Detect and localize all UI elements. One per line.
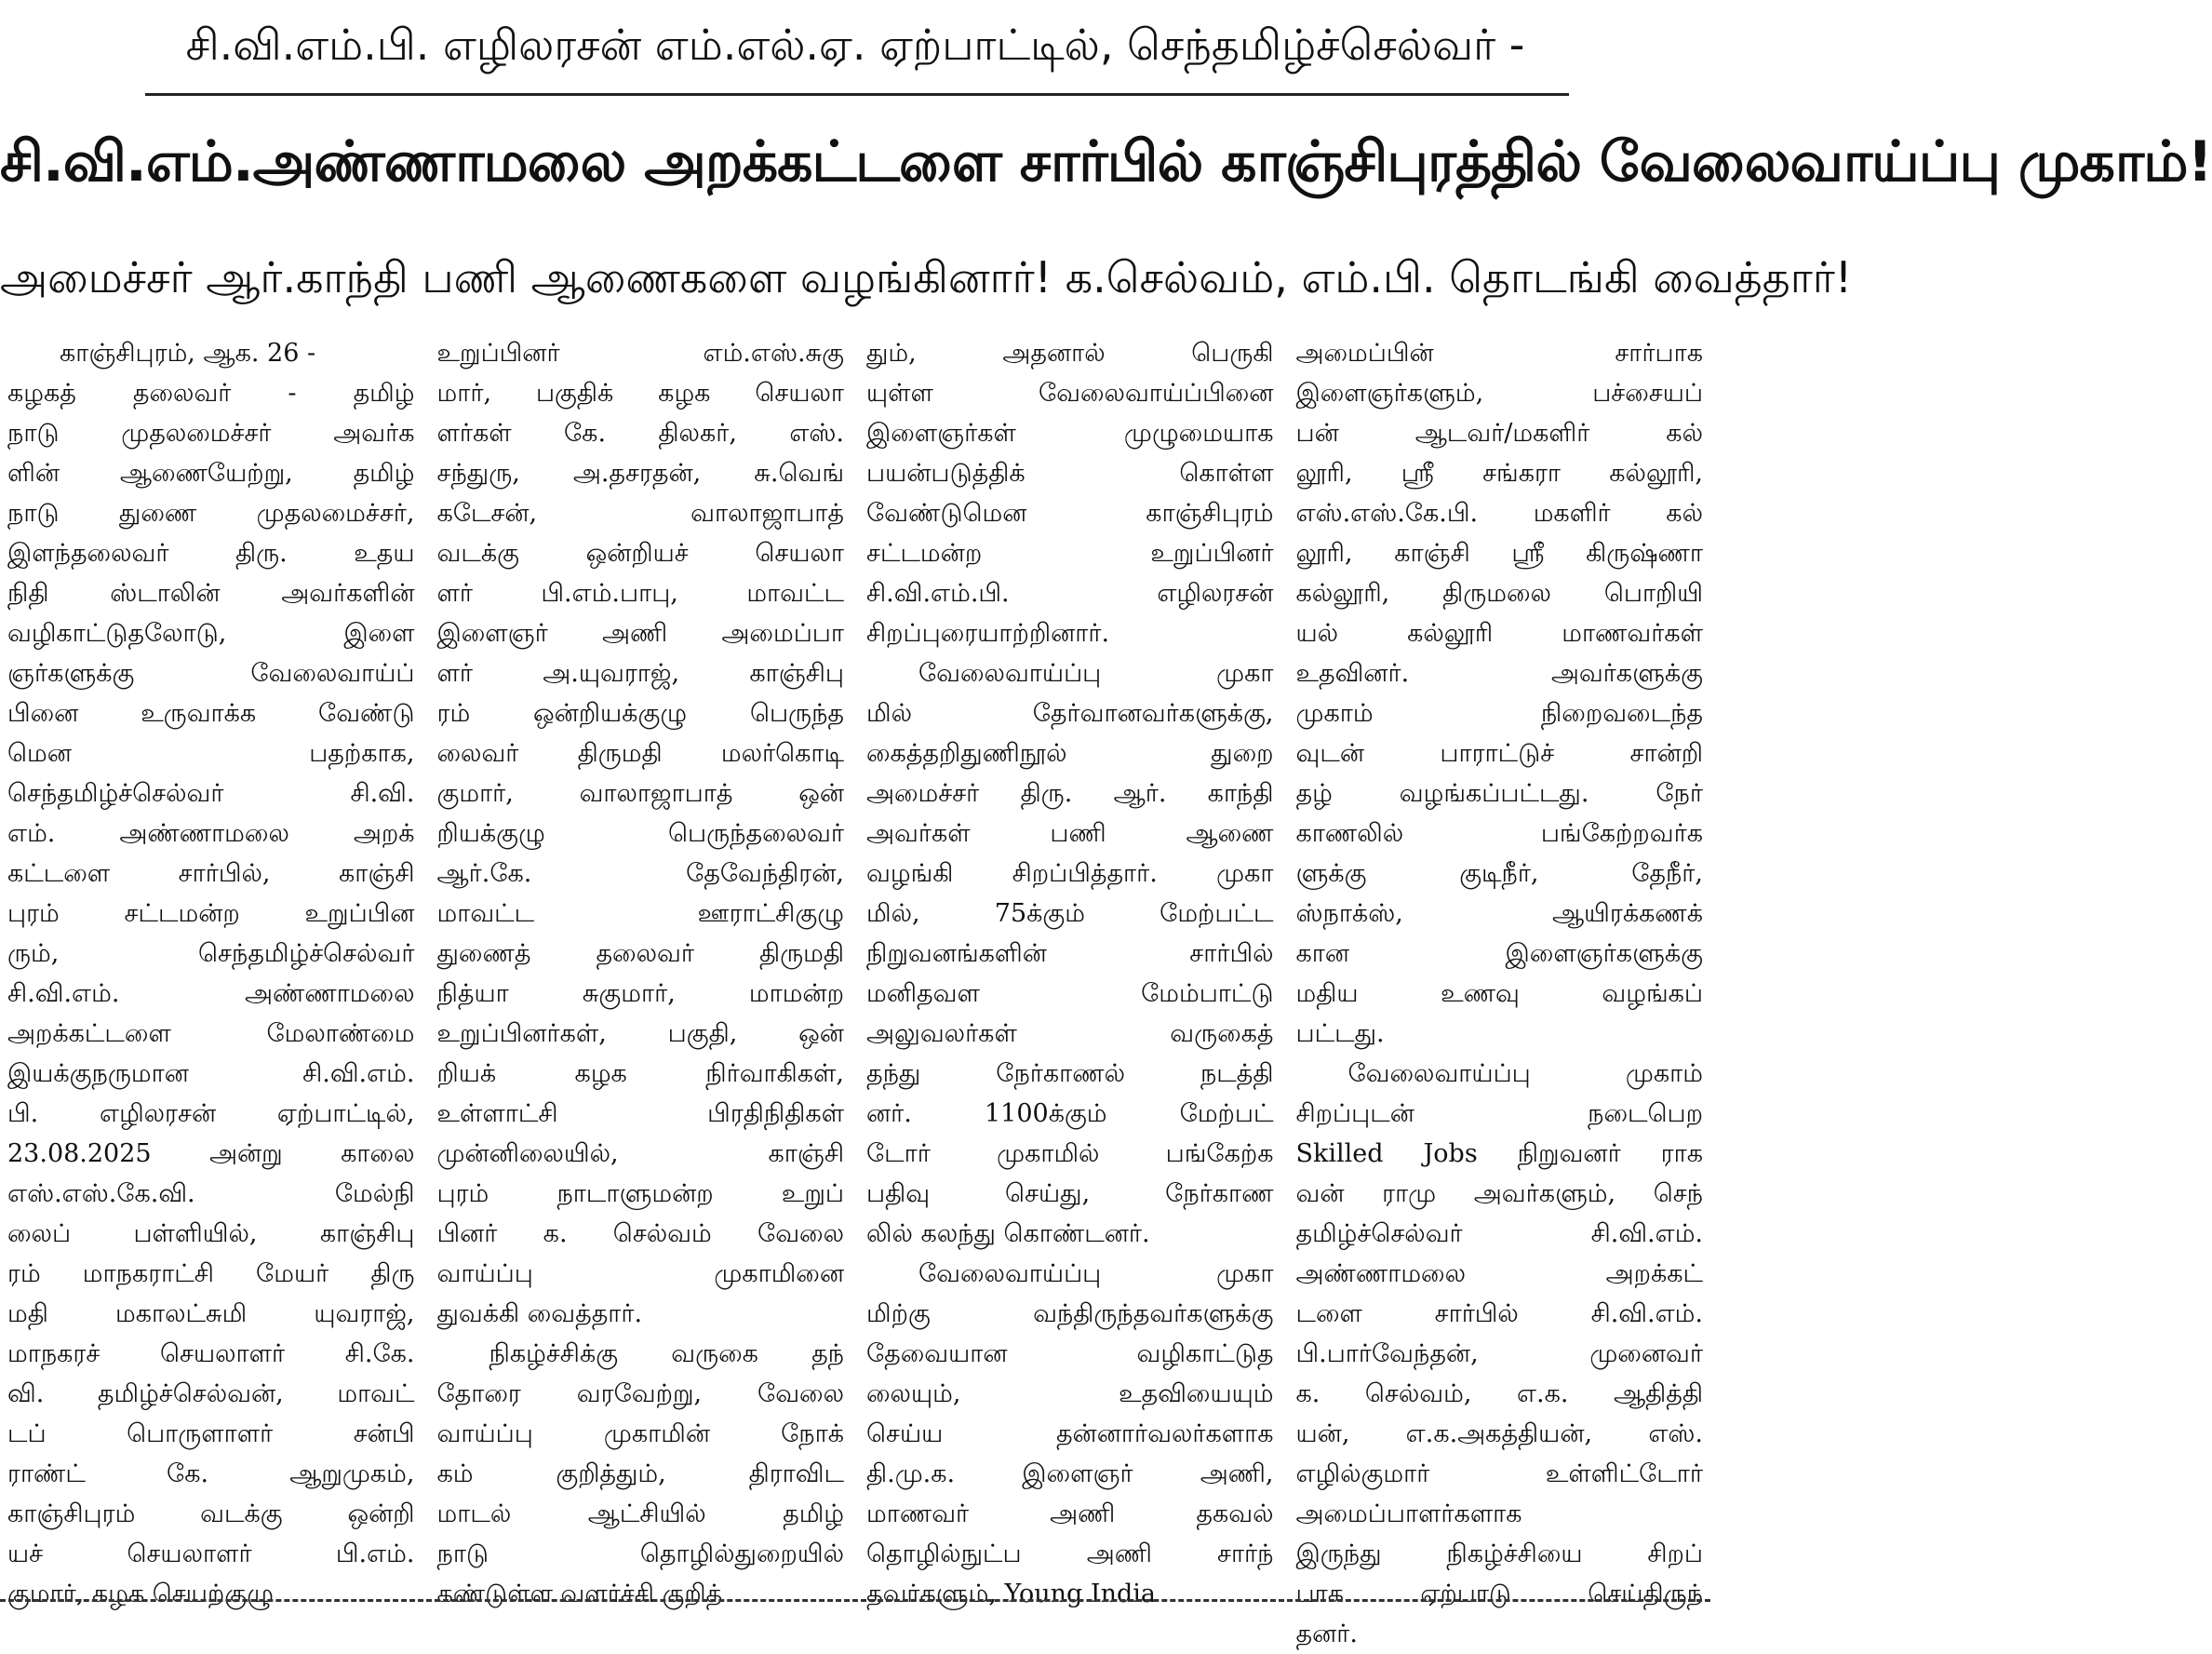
text-line: அவர்கள் பணி ஆணை (866, 819, 1274, 848)
text-line: சிறப்புடன் நடைபெற (1295, 1099, 1703, 1128)
text-line: புரம் சட்டமன்ற உறுப்பின (7, 899, 415, 928)
text-line: பயன்படுத்திக் கொள்ள (866, 459, 1274, 488)
column-4 (1295, 333, 1704, 1648)
text-line: அமைச்சர் திரு. ஆர். காந்தி (866, 779, 1274, 808)
text-line: நித்யா சுகுமார், மாமன்ற (436, 979, 844, 1008)
text-line: வேண்டுமென காஞ்சிபுரம் (866, 499, 1274, 528)
text-line: யல் கல்லூரி மாணவர்கள் (1295, 619, 1703, 648)
text-line: செந்தமிழ்ச்செல்வர் சி.வி. (7, 779, 415, 808)
text-line: தழ் வழங்கப்பட்டது. நேர் (1295, 779, 1703, 808)
text-line: 23.08.2025 அன்று காலை (7, 1139, 415, 1168)
text-line: கம் குறித்தும், திராவிட (436, 1459, 844, 1488)
text-line: லில் கலந்து கொண்டனர். (866, 1219, 1150, 1248)
text-line: எம். அண்ணாமலை அறக் (7, 819, 415, 848)
text-line: ஆர்.கே. தேவேந்திரன், (436, 859, 844, 888)
text-line: குமார், கழக செயற்குழு (7, 1580, 274, 1608)
text-line: இயக்குநருமான சி.வி.எம். (7, 1059, 415, 1088)
text-line: மதி மகாலட்சுமி யுவராஜ், (7, 1299, 415, 1328)
text-line: இளைஞர் அணி அமைப்பா (436, 619, 844, 648)
text-line: உள்ளாட்சி பிரதிநிதிகள் (436, 1099, 844, 1128)
text-line: காணலில் பங்கேற்றவர்க (1295, 819, 1703, 848)
text-line: நிகழ்ச்சிக்கு வருகை தந் (489, 1339, 844, 1368)
text-line: தமிழ்ச்செல்வர் சி.வி.எம். (1295, 1219, 1703, 1248)
text-line: துணைத் தலைவர் திருமதி (436, 939, 844, 968)
text-line: பி.பார்வேந்தன், முனைவர் (1295, 1339, 1703, 1368)
text-line: வழங்கி சிறப்பித்தார். முகா (866, 859, 1274, 888)
text-line: யன், எ.க.அகத்தியன், எஸ். (1295, 1419, 1703, 1448)
text-line: ரம் மாநகராட்சி மேயர் திரு (7, 1259, 415, 1288)
text-line: வேலைவாய்ப்பு முகா (918, 659, 1274, 688)
text-line: உறுப்பினர் எம்.எஸ்.சுகு (436, 339, 844, 368)
text-line: மில் தேர்வானவர்களுக்கு, (866, 699, 1274, 728)
text-line: மனிதவள மேம்பாட்டு (866, 979, 1274, 1008)
text-line: நாடு முதலமைச்சர் அவர்க (7, 419, 415, 448)
text-line: நாடு துணை முதலமைச்சர், (7, 499, 415, 528)
text-line: பட்டது. (1295, 1019, 1385, 1048)
bottom-dashed-rule (0, 1599, 1710, 1602)
text-line: கண்டுள்ள வளர்ச்சி குறித் (436, 1580, 723, 1608)
text-line: அறக்கட்டளை மேலாண்மை (7, 1019, 415, 1048)
text-line: சி.வி.எம். அண்ணாமலை (7, 979, 415, 1008)
text-line: தும், அதனால் பெருகி (866, 339, 1274, 368)
text-line: சி.வி.எம்.பி. எழிலரசன் (866, 579, 1274, 608)
text-line: ராண்ட் கே. ஆறுமுகம், (7, 1459, 415, 1488)
text-line: சட்டமன்ற உறுப்பினர் (866, 539, 1274, 568)
text-line: சந்துரு, அ.தசரதன், சு.வெங் (436, 459, 844, 488)
text-line: வுடன் பாராட்டுச் சான்றி (1295, 739, 1703, 768)
text-line: வாய்ப்பு முகாமின் நோக் (436, 1419, 844, 1448)
text-line: ளர்கள் கே. திலகர், எஸ். (436, 419, 844, 448)
text-line: மார், பகுதிக் கழக செயலா (436, 379, 844, 408)
kicker-line: சி.வி.எம்.பி. எழிலரசன் எம்.எல்.ஏ. ஏற்பாட்டில், செந்தமிழ்ச்செல்வர் - (185, 20, 1525, 70)
text-line: மாநகரச் செயலாளர் சி.கே. (7, 1339, 415, 1368)
text-line: யுள்ள வேலைவாய்ப்பினை (866, 379, 1274, 408)
text-line: இளைஞர்கள் முழுமையாக (866, 419, 1274, 448)
text-line: ஸ்நாக்ஸ், ஆயிரக்கணக் (1295, 899, 1703, 928)
text-line: உறுப்பினர்கள், பகுதி, ஒன் (436, 1019, 844, 1048)
text-line: கைத்தறிதுணிநூல் துறை (866, 739, 1274, 768)
text-line: இளைஞர்களும், பச்சையப் (1295, 379, 1703, 408)
kicker-rule (145, 93, 1569, 96)
text-line: நிதி ஸ்டாலின் அவர்களின் (7, 579, 415, 608)
text-line: நிறுவனங்களின் சார்பில் (866, 939, 1274, 968)
column-2 (436, 333, 845, 1608)
text-line: னர். 1100க்கும் மேற்பட் (866, 1099, 1274, 1128)
text-line: லூரி, காஞ்சி ஸ்ரீ கிருஷ்ணா (1295, 539, 1703, 568)
text-line: க. செல்வம், எ.க. ஆதித்தி (1295, 1379, 1703, 1408)
text-line: உதவினர். அவர்களுக்கு (1295, 659, 1703, 688)
text-line: சிறப்புரையாற்றினார். (866, 619, 1110, 648)
text-line: எஸ்.எஸ்.கே.வி. மேல்நி (7, 1179, 415, 1208)
text-line: தொழில்நுட்ப அணி சார்ந் (866, 1540, 1274, 1568)
text-line: ரம் ஒன்றியக்குழு பெருந்த (436, 699, 844, 728)
text-line: யச் செயலாளர் பி.எம். (7, 1540, 415, 1568)
text-line: ளுக்கு குடிநீர், தேநீர், (1295, 859, 1703, 888)
text-line: காஞ்சிபுரம், ஆக. 26 - (60, 339, 316, 368)
text-line: கழகத் தலைவர் - தமிழ் (7, 379, 415, 408)
text-line: வாய்ப்பு முகாமினை (436, 1259, 844, 1288)
text-line: லையும், உதவியையும் (866, 1379, 1274, 1408)
text-line: மாவட்ட ஊராட்சிகுழு (436, 899, 844, 928)
article-body (7, 333, 1703, 1648)
text-line: தந்து நேர்காணல் நடத்தி (866, 1059, 1274, 1088)
text-line: மதிய உணவு வழங்கப் (1295, 979, 1703, 1008)
text-line: அலுவலர்கள் வருகைத் (866, 1019, 1274, 1048)
text-line: வழிகாட்டுதலோடு, இளை (7, 619, 415, 648)
text-line: காஞ்சிபுரம் வடக்கு ஒன்றி (7, 1499, 415, 1528)
text-line: டப் பொருளாளர் சன்பி (7, 1419, 415, 1448)
text-line: மென பதற்காக, (7, 739, 415, 768)
text-line: பாக ஏற்பாடு செய்திருந் (1295, 1580, 1703, 1608)
text-line: கட்டளை சார்பில், காஞ்சி (7, 859, 415, 888)
text-line: வேலைவாய்ப்பு முகாம் (1347, 1059, 1703, 1088)
text-line: பினர் க. செல்வம் வேலை (436, 1219, 844, 1248)
text-line: லைப் பள்ளியில், காஞ்சிபு (7, 1219, 415, 1248)
text-line: அண்ணாமலை அறக்கட் (1295, 1259, 1703, 1288)
text-line: மாணவர் அணி தகவல் (866, 1499, 1274, 1528)
text-line: எழில்குமார் உள்ளிட்டோர் (1295, 1459, 1703, 1488)
text-line: ளின் ஆணையேற்று, தமிழ் (7, 459, 415, 488)
text-line: புரம் நாடாளுமன்ற உறுப் (436, 1179, 844, 1208)
headline: சி.வி.எம்.அண்ணாமலை அறக்கட்டளை சார்பில் காஞ்சிபுரத்தில் வேலைவாய்ப்பு முகாம்! (0, 129, 2212, 195)
text-line: வேலைவாய்ப்பு முகா (918, 1259, 1274, 1288)
text-line: கடேசன், வாலாஜாபாத் (436, 499, 844, 528)
text-line: மில், 75க்கும் மேற்பட்ட (866, 899, 1274, 928)
text-line: வி. தமிழ்ச்செல்வன், மாவட் (7, 1379, 415, 1408)
text-line: நாடு தொழில்துறையில் (436, 1540, 844, 1568)
text-line: பதிவு செய்து, நேர்காண (866, 1179, 1274, 1208)
text-line: தோரை வரவேற்று, வேலை (436, 1379, 844, 1408)
text-line: கல்லூரி, திருமலை பொறியி (1295, 579, 1703, 608)
text-line: டளை சார்பில் சி.வி.எம். (1295, 1299, 1703, 1328)
text-line: இருந்து நிகழ்ச்சியை சிறப் (1295, 1540, 1703, 1568)
column-1 (7, 333, 415, 1608)
text-line: தனர். (1295, 1620, 1358, 1648)
text-line: தி.மு.க. இளைஞர் அணி, (866, 1459, 1274, 1488)
text-line: றியக் கழக நிர்வாகிகள், (436, 1059, 844, 1088)
column-3 (866, 333, 1274, 1608)
text-line: ரும், செந்தமிழ்ச்செல்வர் (7, 939, 415, 968)
text-line: இளந்தலைவர் திரு. உதய (7, 539, 415, 568)
text-line: ஞர்களுக்கு வேலைவாய்ப் (7, 659, 415, 688)
text-line: பினை உருவாக்க வேண்டு (7, 699, 415, 728)
text-line: தேவையான வழிகாட்டுத (866, 1339, 1274, 1368)
text-line: ளர் பி.எம்.பாபு, மாவட்ட (436, 579, 844, 608)
text-line: ளர் அ.யுவராஜ், காஞ்சிபு (436, 659, 844, 688)
subheadline: அமைச்சர் ஆர்.காந்தி பணி ஆணைகளை வழங்கினார்! க.செல்வம், எம்.பி. தொடங்கி வைத்தார்! (0, 252, 1853, 303)
text-line: டோர் முகாமில் பங்கேற்க (866, 1139, 1274, 1168)
text-line: அமைப்பாளர்களாக (1295, 1499, 1522, 1528)
text-line: பி. எழிலரசன் ஏற்பாட்டில், (7, 1099, 415, 1128)
text-line: துவக்கி வைத்தார். (436, 1299, 643, 1328)
text-line: தவர்களும், Young India (866, 1580, 1156, 1608)
text-line: பன் ஆடவர்/மகளிர் கல் (1295, 419, 1703, 448)
text-line: வடக்கு ஒன்றியச் செயலா (436, 539, 844, 568)
text-line: செய்ய தன்னார்வலர்களாக (866, 1419, 1274, 1448)
text-line: முன்னிலையில், காஞ்சி (436, 1139, 844, 1168)
text-line: லூரி, ஸ்ரீ சங்கரா கல்லூரி, (1295, 459, 1703, 488)
text-line: லைவர் திருமதி மலர்கொடி (436, 739, 844, 768)
text-line: மிற்கு வந்திருந்தவர்களுக்கு (866, 1299, 1274, 1328)
text-line: எஸ்.எஸ்.கே.பி. மகளிர் கல் (1295, 499, 1703, 528)
text-line: மாடல் ஆட்சியில் தமிழ் (436, 1499, 844, 1528)
text-line: வன் ராமு அவர்களும், செந் (1295, 1179, 1703, 1208)
text-line: குமார், வாலாஜாபாத் ஒன் (436, 779, 844, 808)
text-line: அமைப்பின் சார்பாக (1295, 339, 1703, 368)
text-line: முகாம் நிறைவடைந்த (1295, 699, 1703, 728)
text-line: றியக்குழு பெருந்தலைவர் (436, 819, 844, 848)
text-line: கான இளைஞர்களுக்கு (1295, 939, 1703, 968)
text-line: Skilled Jobs நிறுவனர் ராக (1295, 1139, 1703, 1168)
